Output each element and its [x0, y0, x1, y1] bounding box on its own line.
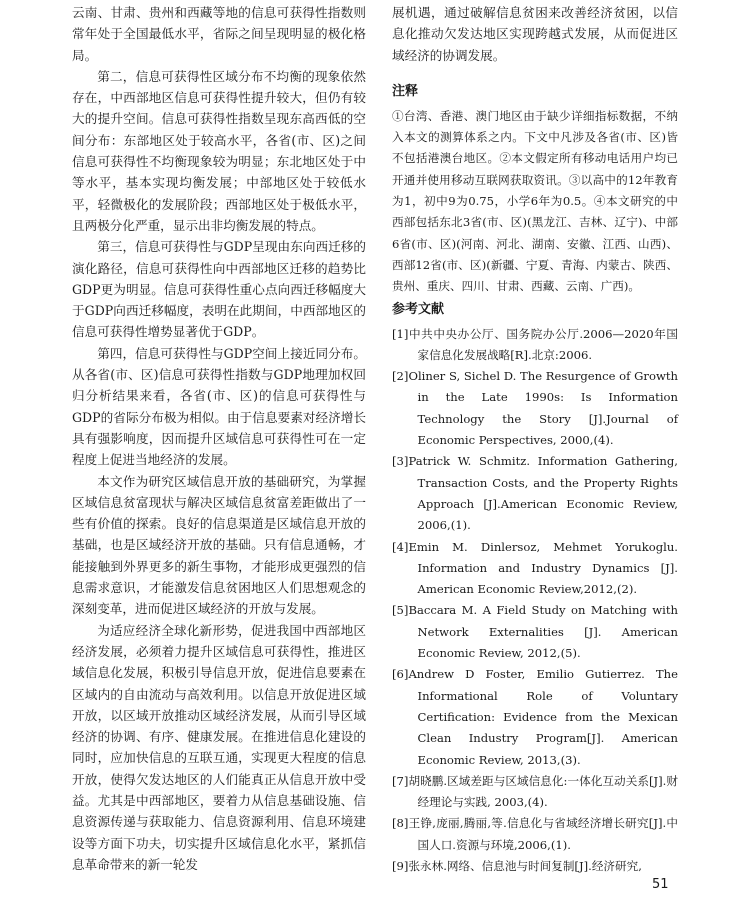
reference-number: [5]: [392, 603, 409, 618]
body-paragraph: 本文作为研究区域信息开放的基础研究，为掌握区域信息贫富现状与解决区域信息贫富差距做出了一些有价值的探索。良好的信息渠道是区域信息开放的基础，也是区域经济开放的基础。只有信息通畅，才能接触到外界更多的新生事物，才能形成更强烈的信息需求意识，才能激发信息贫困地区人们思想观念的深刻变革，进而促进区域经济的开放与发展。: [72, 473, 366, 617]
reference-item: [392, 771, 678, 814]
reference-text: Patrick W. Schmitz. Information Gathering, Transaction Costs, and the Property Rights Approach [J].American Economic Review, 2006,(1).: [408, 454, 678, 533]
reference-item: [392, 537, 678, 601]
reference-list: [392, 324, 678, 878]
notes-text: ①台湾、香港、澳门地区由于缺少详细指标数据，不纳入本文的测算体系之内。下文中凡涉及各省(市、区)皆不包括港澳台地区。②本文假定所有移动电话用户均已开通并使用移动互联网获取资讯。③以高中的12年教育为1，初中9为0.75，小学6年为0.5。④本文研究的中西部包括东北3省(市、区)(黑龙江、吉林、辽宁)、中部6省(市、区)(河南、河北、湖南、安徽、江西、山西)、西部12省(市、区)(新疆、宁夏、青海、内蒙古、陕西、贵州、重庆、四川、甘肃、西藏、云南、广西)。: [392, 108, 678, 294]
reference-number: [8]: [392, 816, 409, 831]
reference-number: [6]: [392, 667, 409, 682]
reference-text: 王铮,庞丽,腾丽,等.信息化与省域经济增长研究[J].中国人口.资源与环境,2006,(1).: [408, 816, 678, 852]
reference-text: Baccara M. A Field Study on Matching with Network Externalities [J]. American Economic Review, 2012,(5).: [408, 603, 678, 661]
reference-item: [392, 664, 678, 770]
notes-heading: 注释: [392, 83, 419, 99]
body-paragraph: 第四，信息可获得性与GDP空间上接近同分布。从各省(市、区)信息可获得性指数与GDP地理加权回归分析结果来看，各省(市、区)的信息可获得性与GDP的省际分布极为相似。由于信息要素对经济增长具有强影响度，因而提升区域信息可获得性可在一定程度上促进当地经济的发展。: [72, 345, 366, 468]
reference-item: [392, 324, 678, 367]
body-paragraph: 云南、甘肃、贵州和西藏等地的信息可获得性指数则常年处于全国最低水平，省际之间呈现明显的极化格局。: [72, 5, 366, 63]
reference-number: [1]: [392, 326, 409, 341]
body-paragraph: 第二，信息可获得性区域分布不均衡的现象依然存在，中西部地区信息可获得性提升较大，但仍有较大的提升空间。信息可获得性指数呈现东高西低的空间分布：东部地区处于较高水平，各省(市、区)之间信息可获得性不均衡现象较为明显；东北地区处于中等水平，基本实现均衡发展；中部地区处于较低水平，轻微极化的发展阶段；西部地区处于极低水平，且两极分化严重，显示出非均衡发展的特点。: [72, 68, 366, 233]
reference-item: [392, 451, 678, 536]
body-paragraph-continuation: 展机遇，通过破解信息贫困来改善经济贫困，以信息化推动欠发达地区实现跨越式发展，从而促进区域经济的协调发展。: [392, 5, 678, 63]
reference-number: [9]: [392, 858, 409, 873]
body-paragraph: 为适应经济全球化新形势，促进我国中西部地区经济发展，必须着力提升区域信息可获得性，推进区域信息化发展，积极引导信息开放，促进信息要素在区域内的自由流动与高效利用。以信息开放促进区域开放，以区域开放推动区域经济发展，从而引导区域经济的协调、有序、健康发展。在推进信息化建设的同时，应加快信息的互联互通，实现更大程度的信息开放，使得欠发达地区的人们能真正从信息开放中受益。尤其是中西部地区，要着力从信息基础设施、信息资源传递与获取能力、信息资源利用、信息环境建设等方面下功夫，切实提升区域信息化水平，紧抓信息革命带来的新一轮发: [72, 622, 366, 872]
reference-number: [2]: [392, 369, 409, 384]
reference-number: [7]: [392, 773, 409, 788]
reference-text: Oliner S, Sichel D. The Resurgence of Growth in the Late 1990s: Is Information Technology the Story [J].Journal of Economic Perspectives, 2000,(4).: [408, 369, 678, 448]
left-column: [72, 2, 366, 875]
reference-text: 胡晓鹏.区域差距与区域信息化:一体化互动关系[J].财经理论与实践, 2003,(4).: [408, 773, 678, 810]
body-paragraph: 第三，信息可获得性与GDP呈现由东向西迁移的演化路径，信息可获得性向中西部地区迁移的趋势比GDP更为明显。信息可获得性重心点向西迁移幅度大于GDP向西迁移幅度，表明在此期间，中西部地区的信息可获得性增势显著优于GDP。: [72, 239, 366, 340]
reference-item: [392, 366, 678, 451]
reference-text: 张永林.网络、信息池与时间复制[J].经济研究,: [408, 858, 642, 873]
reference-item: [392, 856, 678, 877]
reference-item: [392, 600, 678, 664]
right-column: [392, 2, 678, 877]
references-heading: 参考文献: [392, 301, 445, 317]
reference-item: [392, 813, 678, 856]
reference-text: Emin M. Dinlersoz, Mehmet Yorukoglu. Information and Industry Dynamics [J]. American Economic Review,2012,(2).: [408, 539, 678, 597]
page-number: 51: [652, 877, 669, 892]
reference-number: [4]: [392, 539, 409, 554]
reference-number: [3]: [392, 454, 409, 469]
reference-text: 中共中央办公厅、国务院办公厅.2006—2020年国家信息化发展战略[R].北京:2006.: [408, 326, 678, 362]
reference-text: Andrew D Foster, Emilio Gutierrez. The Informational Role of Voluntary Certification: Evidence from the Mexican Clean Industry Program[J]. American Economic Review, 2013,(3).: [408, 667, 678, 767]
